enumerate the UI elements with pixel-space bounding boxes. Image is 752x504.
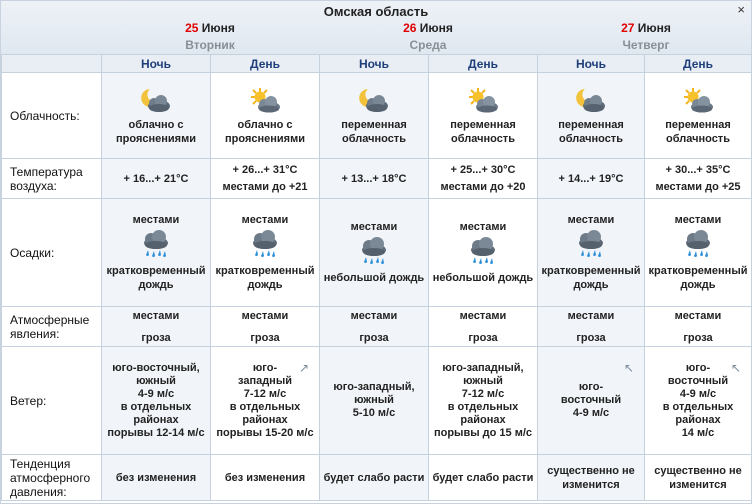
wind-text: южный (354, 394, 394, 406)
forecast-cell (645, 73, 752, 159)
precip-extent: местами (567, 214, 615, 226)
forecast-cell (645, 199, 752, 307)
wind-text: юго- (252, 361, 278, 374)
forecast-cell (429, 455, 538, 501)
precip-text: небольшой дождь (323, 272, 425, 284)
wind-text: 5-10 м/с (352, 407, 396, 419)
precip-text: дождь (680, 279, 716, 291)
precip-text: дождь (247, 279, 283, 291)
temperature-note: местами до +20 (440, 181, 526, 193)
cloud-text: переменная (665, 119, 731, 131)
wind-text: юго- (685, 361, 711, 374)
precip-extent: местами (350, 221, 398, 233)
pressure-text: существенно не (547, 464, 635, 477)
wind-text: 4-9 м/с (572, 407, 610, 419)
forecast-cell (320, 199, 429, 307)
row-label-wind: Ветер: (2, 347, 102, 455)
phenomena-extent: местами (132, 309, 180, 322)
cloud-row (2, 73, 752, 159)
wind-text: в отдельных (447, 400, 519, 413)
wind-direction-icon: ↗ (298, 361, 309, 375)
forecast-cell (429, 73, 538, 159)
precip-text: дождь (138, 279, 174, 291)
temperature-note: местами до +21 (222, 181, 308, 193)
forecast-cell (538, 307, 645, 347)
day-number: 27 (621, 21, 635, 35)
cloud-text: переменная (341, 119, 407, 131)
precipitation-row (2, 199, 752, 307)
forecast-cell (429, 159, 538, 199)
day-number: 25 (185, 21, 199, 35)
row-label-precipitation: Осадки: (2, 199, 102, 307)
day-weekday: Вторник (185, 38, 235, 52)
day-month: Июня (634, 21, 671, 35)
forecast-cell (211, 73, 320, 159)
forecast-cell (538, 347, 645, 455)
wind-text: районах (133, 413, 179, 426)
precip-text: небольшой дождь (432, 272, 534, 284)
sun-partly-cloudy-icon (211, 87, 319, 115)
forecast-cell (538, 455, 645, 501)
phenomena-value: гроза (359, 331, 389, 344)
day-header-2 (319, 21, 537, 52)
cloud-text: облачность (451, 133, 515, 145)
wind-text: порывы 15-20 м/с (216, 426, 314, 439)
day-month: Июня (198, 21, 235, 35)
sun-partly-cloudy-icon (645, 87, 751, 115)
cloud-text: прояснениями (225, 133, 305, 145)
forecast-cell (645, 455, 752, 501)
wind-text: районах (242, 413, 288, 426)
rain-cloud-icon (429, 236, 537, 268)
temperature-range: + 13...+ 18°C (341, 172, 407, 185)
cloud-text: облачно с (237, 119, 293, 131)
moon-partly-cloudy-icon (102, 87, 210, 115)
forecast-cell (320, 159, 429, 199)
wind-text: в отдельных (662, 400, 734, 413)
wind-text: юго- (578, 381, 604, 393)
precip-extent: местами (674, 214, 722, 226)
row-label-temperature (2, 159, 102, 199)
pressure-text: без изменения (224, 471, 306, 484)
label-line: Температура (10, 164, 83, 179)
temperature-range: + 30...+ 35°C (665, 164, 731, 176)
phenomena-value: гроза (141, 331, 171, 344)
temperature-range: + 25...+ 30°C (450, 164, 516, 176)
forecast-cell (102, 159, 211, 199)
forecast-cell (102, 455, 211, 501)
temperature-range: + 16...+ 21°C (123, 172, 189, 185)
forecast-cell (102, 347, 211, 455)
wind-text: в отдельных (120, 400, 192, 413)
wind-text: 7-12 м/с (243, 387, 287, 400)
precip-extent: местами (241, 214, 289, 226)
pressure-row (2, 455, 752, 501)
precip-extent: местами (459, 221, 507, 233)
day-month: Июня (416, 21, 453, 35)
label-line: явления: (10, 326, 60, 341)
period-header: Ночь (102, 55, 211, 73)
forecast-cell (320, 347, 429, 455)
phenomena-extent: местами (350, 309, 398, 322)
forecast-cell (102, 199, 211, 307)
wind-text: 4-9 м/с (137, 387, 175, 400)
period-header: День (429, 55, 538, 73)
forecast-cell (211, 199, 320, 307)
day-number: 26 (403, 21, 417, 35)
wind-text: 7-12 м/с (461, 387, 505, 400)
forecast-header (1, 1, 751, 55)
cloud-text: облачно с (128, 119, 184, 131)
period-header: Ночь (538, 55, 645, 73)
forecast-cell (538, 159, 645, 199)
cloud-text: переменная (450, 119, 516, 131)
phenomena-extent: местами (459, 309, 507, 322)
row-label-cloud: Облачность: (2, 73, 102, 159)
region-title: Омская область (323, 4, 429, 19)
wind-text: южный (136, 374, 176, 387)
day-header-1 (101, 21, 319, 52)
phenomena-value: гроза (683, 331, 713, 344)
forecast-cell (645, 307, 752, 347)
row-label-pressure (2, 455, 102, 501)
forecast-table (1, 54, 752, 501)
corner-cell (2, 55, 102, 73)
precip-text: дождь (573, 279, 609, 291)
forecast-cell (320, 455, 429, 501)
label-line: давления: (10, 484, 67, 499)
phenomena-extent: местами (674, 309, 722, 322)
wind-text: районах (460, 413, 506, 426)
forecast-cell (538, 199, 645, 307)
wind-text: восточный (667, 374, 729, 387)
day-weekday: Четверг (622, 38, 670, 52)
pressure-text: изменится (669, 478, 727, 491)
wind-text: юго-западный, (333, 381, 415, 393)
period-header: Ночь (320, 55, 429, 73)
precip-text: кратковременный (106, 265, 206, 277)
wind-text: западный (238, 374, 292, 387)
rain-cloud-icon (211, 229, 319, 261)
cloud-text: облачность (666, 133, 730, 145)
period-header-row (2, 55, 752, 73)
rain-cloud-icon (538, 229, 644, 261)
precip-text: кратковременный (215, 265, 315, 277)
forecast-cell (211, 307, 320, 347)
wind-text: южный (463, 374, 503, 387)
wind-text: юго-западный, (442, 361, 524, 374)
forecast-cell (211, 159, 320, 199)
phenomena-value: гроза (576, 331, 606, 344)
forecast-cell (102, 73, 211, 159)
cloud-text: облачность (559, 133, 623, 145)
wind-direction-icon: ↖ (730, 361, 741, 375)
row-label-phenomena (2, 307, 102, 347)
period-header: День (645, 55, 752, 73)
day-weekday: Среда (409, 38, 447, 52)
wind-text: 4-9 м/с (679, 387, 717, 400)
temperature-range: + 26...+ 31°C (232, 164, 298, 176)
cloud-text: прояснениями (116, 133, 196, 145)
pressure-text: без изменения (115, 471, 197, 484)
forecast-cell (645, 159, 752, 199)
temperature-range: + 14...+ 19°C (558, 172, 624, 185)
wind-text: восточный (560, 394, 622, 406)
cloud-text: облачность (342, 133, 406, 145)
rain-cloud-icon (645, 229, 751, 261)
precip-text: кратковременный (541, 265, 641, 277)
label-line: атмосферного (10, 470, 91, 485)
phenomena-value: гроза (250, 331, 280, 344)
forecast-cell (429, 199, 538, 307)
forecast-cell (211, 347, 320, 455)
close-icon[interactable]: × (737, 2, 745, 17)
wind-direction-icon: ↖ (623, 361, 634, 375)
wind-text: районах (675, 413, 721, 426)
forecast-cell (645, 347, 752, 455)
moon-partly-cloudy-icon (538, 87, 644, 115)
pressure-text: существенно не (654, 464, 742, 477)
wind-text: юго-восточный, (112, 361, 200, 374)
day-header-3 (537, 21, 752, 52)
label-line: воздуха: (10, 178, 57, 193)
forecast-cell (538, 73, 645, 159)
period-header: День (211, 55, 320, 73)
wind-text: в отдельных (229, 400, 301, 413)
precip-text: кратковременный (648, 265, 748, 277)
label-line: Атмосферные (10, 312, 90, 327)
wind-text: порывы 12-14 м/с (107, 426, 205, 439)
precip-extent: местами (132, 214, 180, 226)
forecast-cell (102, 307, 211, 347)
temperature-note: местами до +25 (655, 181, 741, 193)
moon-partly-cloudy-icon (320, 87, 428, 115)
label-line: Тенденция (10, 456, 71, 471)
cloud-text: переменная (558, 119, 624, 131)
phenomena-value: гроза (468, 331, 498, 344)
forecast-cell (429, 347, 538, 455)
phenomena-row (2, 307, 752, 347)
rain-cloud-icon (102, 229, 210, 261)
forecast-cell (320, 73, 429, 159)
phenomena-extent: местами (567, 309, 615, 322)
forecast-cell (211, 455, 320, 501)
forecast-cell (320, 307, 429, 347)
sun-partly-cloudy-icon (429, 87, 537, 115)
wind-text: 14 м/с (681, 426, 715, 439)
pressure-text: будет слабо расти (323, 471, 425, 484)
rain-cloud-icon (320, 236, 428, 268)
pressure-text: изменится (562, 478, 620, 491)
phenomena-extent: местами (241, 309, 289, 322)
wind-text: порывы до 15 м/с (433, 426, 533, 439)
wind-row (2, 347, 752, 455)
pressure-text: будет слабо расти (432, 471, 534, 484)
forecast-cell (429, 307, 538, 347)
temperature-row (2, 159, 752, 199)
